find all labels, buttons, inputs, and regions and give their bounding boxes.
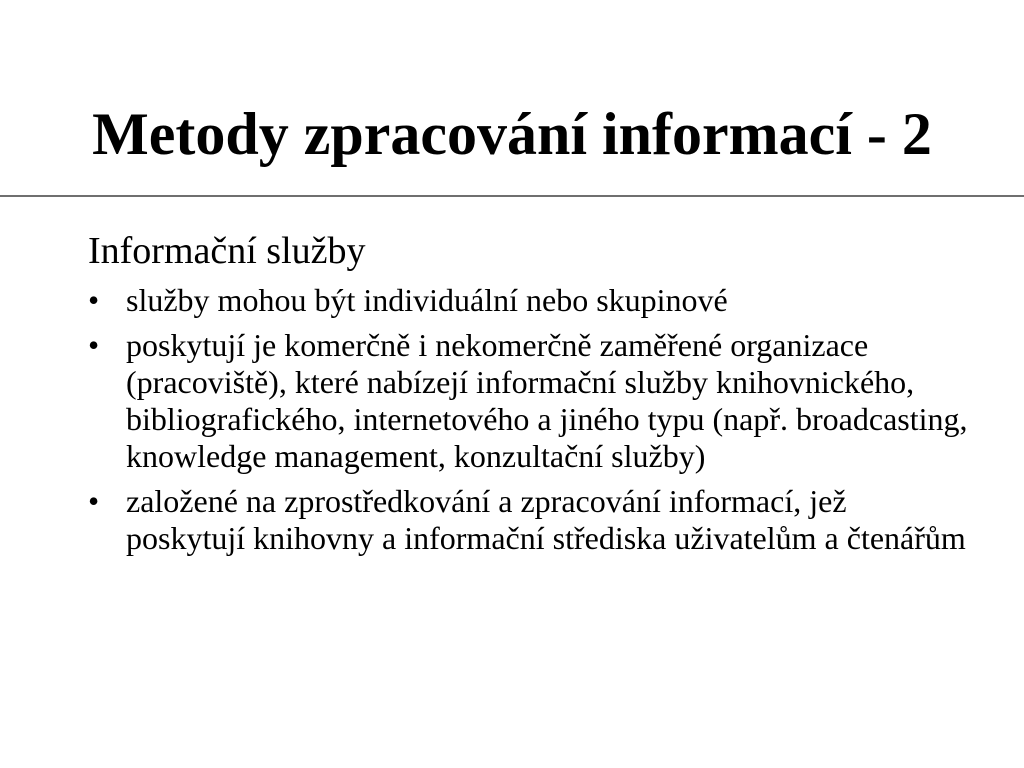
bullet-text: založené na zprostředkování a zpracování informací, jež poskytují knihovny a informační střediska uživatelům a čtenářům <box>126 483 966 556</box>
slide-title: Metody zpracování informací - 2 <box>92 101 932 167</box>
bullet-marker: • <box>88 282 100 318</box>
bullet-item <box>88 327 968 475</box>
section-heading: Informační služby <box>88 230 366 272</box>
bullet-marker: • <box>88 483 100 519</box>
slide-content <box>88 226 968 565</box>
bullet-marker: • <box>88 327 100 363</box>
title-divider <box>0 195 1024 197</box>
bullet-list <box>88 282 968 557</box>
bullet-item <box>88 483 968 557</box>
bullet-text: poskytují je komerčně i nekomerčně zaměřené organizace (pracoviště), které nabízejí informační služby knihovnického, bibliografického, internetového a jiného typu (např. broadcasting, knowledge management, konzultační služby) <box>126 327 968 474</box>
bullet-text: služby mohou být individuální nebo skupinové <box>126 282 728 318</box>
bullet-item <box>88 282 968 319</box>
